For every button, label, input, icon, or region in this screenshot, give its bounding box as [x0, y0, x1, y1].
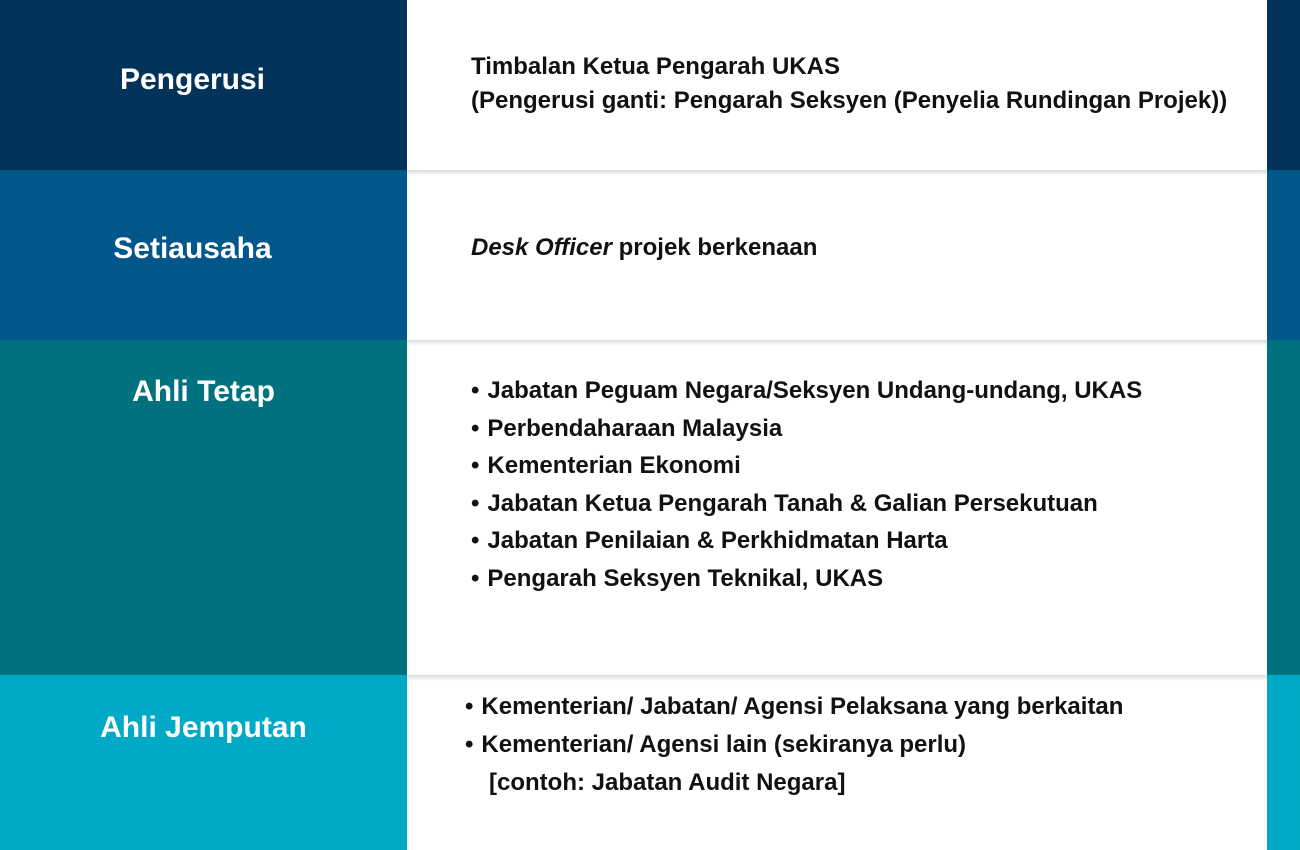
alternate-chair-line: (Pengerusi ganti: Pengarah Seksyen (Penyelia Rundingan Projek)) [471, 87, 1228, 114]
secretary-italic: Desk Officer [471, 234, 612, 261]
content-cell-ahli-tetap [407, 340, 1267, 675]
list-item: • Kementerian Ekonomi [471, 447, 1142, 485]
row-pengerusi [0, 0, 1300, 170]
row-label: Setiausaha [113, 232, 272, 265]
list-item: • Perbendaharaan Malaysia [471, 410, 1142, 448]
list-item: • Kementerian/ Jabatan/ Agensi Pelaksana yang berkaitan [465, 688, 1123, 726]
example-note: [contoh: Jabatan Audit Negara] [489, 769, 846, 796]
list-item: • Jabatan Ketua Pengarah Tanah & Galian Persekutuan [471, 485, 1142, 523]
invited-members-list [465, 688, 1123, 763]
row-label: Pengerusi [119, 63, 266, 96]
row-divider [407, 170, 1267, 176]
edge-strip [1267, 675, 1300, 850]
edge-strip [1267, 340, 1300, 675]
row-label: Ahli Jemputan [100, 711, 307, 744]
row-setiausaha [0, 170, 1300, 340]
list-item: • Kementerian/ Agensi lain (sekiranya perlu) [465, 726, 1123, 764]
label-cell-pengerusi [0, 0, 407, 170]
chair-line: Timbalan Ketua Pengarah UKAS [471, 53, 840, 80]
edge-strip [1267, 170, 1300, 340]
secretary-rest: projek berkenaan [611, 234, 818, 261]
list-item: • Jabatan Penilaian & Perkhidmatan Harta [471, 522, 1142, 560]
row-divider [407, 340, 1267, 346]
secretary-line [471, 234, 817, 262]
label-cell-ahli-jemputan [0, 675, 407, 850]
label-cell-setiausaha [0, 170, 407, 340]
list-item: • Pengarah Seksyen Teknikal, UKAS [471, 560, 1142, 598]
list-item: • Jabatan Peguam Negara/Seksyen Undang-undang, UKAS [471, 372, 1142, 410]
permanent-members-list [471, 372, 1142, 597]
row-ahli-jemputan [0, 675, 1300, 850]
row-divider [407, 675, 1267, 681]
edge-strip [1267, 0, 1300, 170]
content-cell-pengerusi [407, 0, 1267, 170]
content-cell-setiausaha [407, 170, 1267, 340]
row-label: Ahli Tetap [132, 375, 275, 408]
content-cell-ahli-jemputan [407, 675, 1267, 850]
row-ahli-tetap [0, 340, 1300, 675]
label-cell-ahli-tetap [0, 340, 407, 675]
